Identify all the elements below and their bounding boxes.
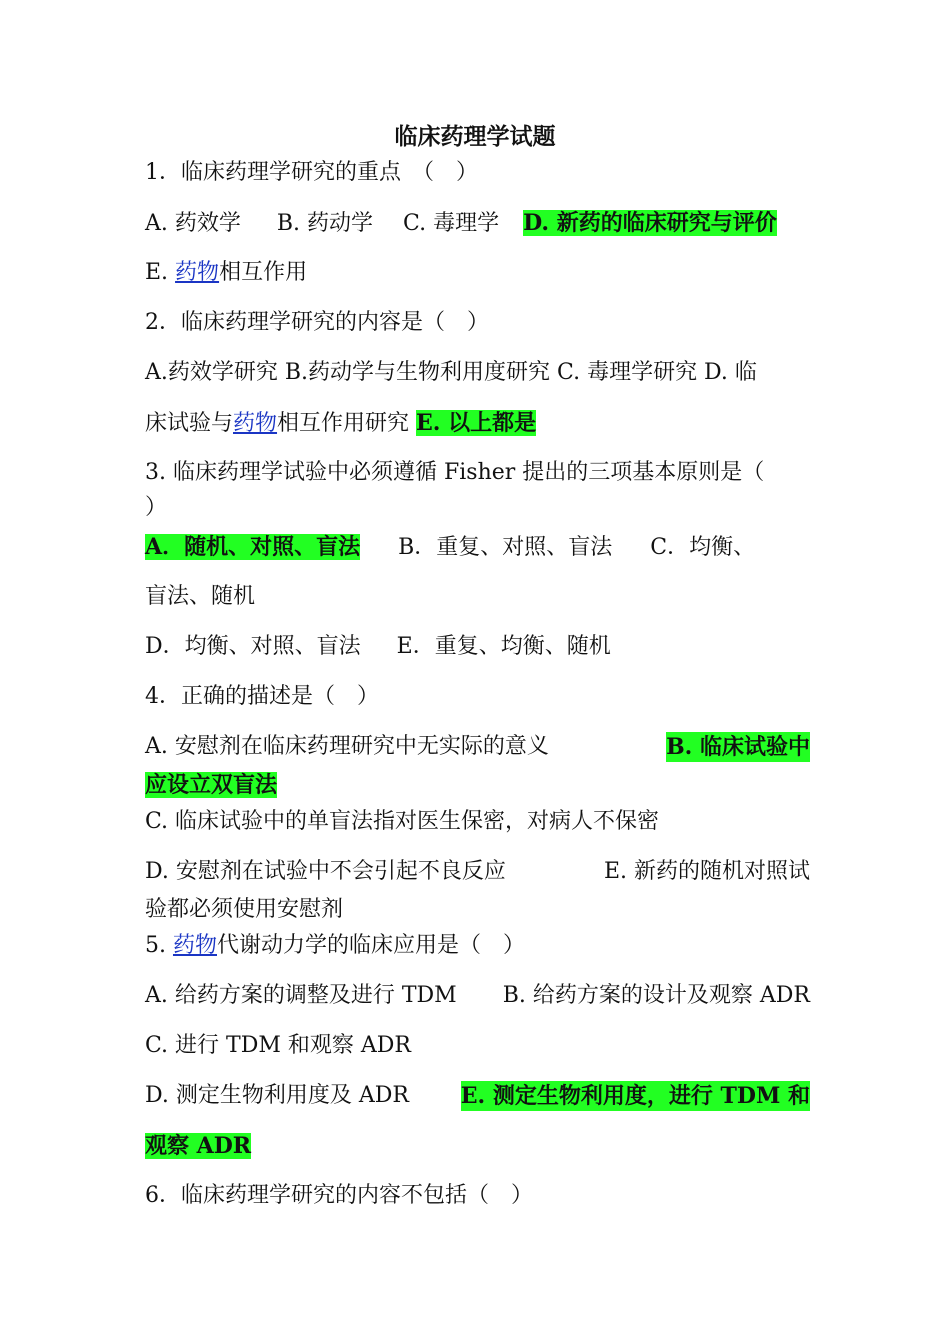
question-6-stem: 6．临床药理学研究的内容不包括（ ） [145, 1183, 533, 1208]
question-3-option-e: E．重复、均衡、随机 [396, 634, 611, 659]
question-4-stem: 4．正确的描述是（ ） [145, 684, 379, 709]
question-2-stem: 2．临床药理学研究的内容是（ ） [145, 310, 489, 335]
question-3-options-line-2: 盲法、随机 [145, 584, 256, 609]
question-4-option-e-part-1: E. 新药的随机对照试 [603, 859, 810, 884]
option-text: 床试验与 [145, 411, 234, 436]
question-4-options-line-4 [145, 857, 810, 887]
question-5-option-a: A. 给药方案的调整及进行 TDM [145, 983, 457, 1008]
option-text: 相互作用研究 [277, 411, 417, 436]
stem-text: 代谢动力学的临床应用是（ ） [217, 933, 526, 958]
option-e-prefix: E. [145, 260, 176, 285]
question-1-option-b: B. 药动学 [276, 211, 374, 236]
question-4-options-line-2 [145, 770, 810, 801]
question-5-stem [145, 931, 810, 961]
question-1-options [145, 208, 810, 239]
question-4-answer-b-part-1: B. 临床试验中 [666, 734, 810, 760]
question-1-option-a: A. 药效学 [145, 211, 241, 236]
question-3-option-d: D．均衡、对照、盲法 [145, 634, 361, 659]
question-4-option-e-part-2: 验都必须使用安慰剂 [145, 897, 344, 922]
question-4-option-a: A. 安慰剂在临床药理研究中无实际的意义 [145, 734, 549, 759]
drug-link[interactable]: 药物 [175, 260, 220, 285]
question-5-options-line-4 [145, 1131, 810, 1162]
question-1-option-e [145, 258, 810, 288]
question-5-answer-e-part-2: 观察 ADR [145, 1133, 252, 1159]
question-4-answer-b-part-2: 应设立双盲法 [145, 772, 278, 798]
drug-link[interactable]: 药物 [233, 411, 278, 436]
question-1-answer-d: D. 新药的临床研究与评价 [523, 210, 777, 236]
question-5-option-d: D. 测定生物利用度及 ADR [145, 1083, 409, 1108]
question-1-stem: 1．临床药理学研究的重点 （ ） [145, 160, 478, 185]
question-3-option-b: B．重复、对照、盲法 [398, 535, 613, 560]
question-3-options-line-3 [145, 632, 810, 662]
stem-prefix: 5. [145, 933, 173, 958]
question-3-answer-a: A．随机、对照、盲法 [145, 534, 361, 560]
question-2-answer-e: E. 以上都是 [416, 410, 537, 436]
question-4-option-d: D. 安慰剂在试验中不会引起不良反应 [145, 859, 506, 884]
question-5-answer-e-part-1: E. 测定生物利用度，进行 TDM 和 [460, 1083, 810, 1109]
drug-link[interactable]: 药物 [172, 933, 217, 958]
option-e-rest: 相互作用 [219, 260, 308, 285]
question-4-options-line-1 [145, 732, 810, 762]
page-title: 临床药理学试题 [394, 123, 556, 150]
question-5-option-b: B. 给药方案的设计及观察 ADR [502, 983, 810, 1008]
question-4-option-c: C. 临床试验中的单盲法指对医生保密，对病人不保密 [145, 809, 660, 834]
question-3-stem-line-1: 3. 临床药理学试验中必须遵循 Fisher 提出的三项基本原则是（ [145, 460, 765, 485]
question-1-option-c: C. 毒理学 [403, 211, 500, 236]
question-3-option-c: C．均衡、 [650, 535, 756, 560]
question-2-options-line-1: A.药效学研究 B.药动学与生物利用度研究 C. 毒理学研究 D. 临 [145, 360, 757, 385]
question-5-option-c: C. 进行 TDM 和观察 ADR [145, 1033, 411, 1058]
question-3-stem-line-2: ） [145, 495, 168, 520]
question-5-options-line-1 [145, 981, 810, 1011]
question-5-options-line-3 [145, 1081, 810, 1111]
question-2-options-line-2 [145, 408, 810, 439]
question-3-options-line-1 [145, 532, 810, 563]
